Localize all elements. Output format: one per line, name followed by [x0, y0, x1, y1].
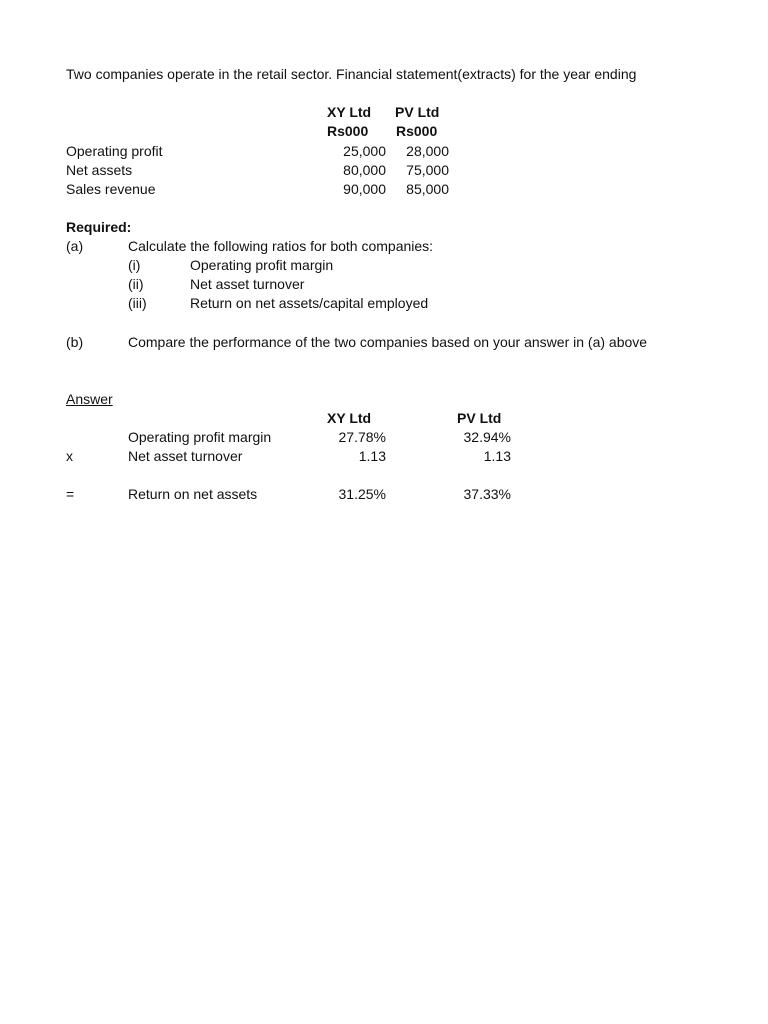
table-header-xy: XY Ltd — [327, 104, 372, 120]
intro-text: Two companies operate in the retail sector. Financial statement(extracts) for the year ending — [66, 66, 637, 82]
question-a-marker: (a) — [66, 238, 84, 254]
answer-cell-pv: 1.13 — [483, 448, 511, 464]
table-cell-xy: 80,000 — [343, 162, 386, 178]
answer-row-label: Net asset turnover — [128, 448, 243, 464]
sub-item-text: Net asset turnover — [190, 276, 305, 292]
table-cell-pv: 75,000 — [406, 162, 449, 178]
answer-cell-pv: 32.94% — [463, 429, 511, 445]
answer-title: Answer — [66, 391, 113, 407]
answer-row-label: Operating profit margin — [128, 429, 272, 445]
table-cell-xy: 90,000 — [343, 181, 386, 197]
table-row-label: Net assets — [66, 162, 133, 178]
answer-row-operator: x — [66, 448, 73, 464]
sub-item-marker: (i) — [128, 257, 141, 273]
table-unit-pv: Rs000 — [396, 123, 438, 139]
table-unit-xy: Rs000 — [327, 123, 369, 139]
sub-item-marker: (iii) — [128, 295, 147, 311]
answer-row-label: Return on net assets — [128, 486, 258, 502]
required-title: Required: — [66, 219, 132, 235]
table-header-pv: PV Ltd — [395, 104, 440, 120]
question-b-marker: (b) — [66, 334, 84, 350]
answer-row-operator: = — [66, 486, 75, 502]
question-a-text: Calculate the following ratios for both companies: — [128, 238, 434, 254]
sub-item-text: Operating profit margin — [190, 257, 334, 273]
answer-cell-xy: 31.25% — [338, 486, 386, 502]
table-row-label: Operating profit — [66, 143, 163, 159]
table-cell-pv: 28,000 — [406, 143, 449, 159]
answer-cell-xy: 27.78% — [338, 429, 386, 445]
table-cell-xy: 25,000 — [343, 143, 386, 159]
answer-cell-pv: 37.33% — [463, 486, 511, 502]
table-cell-pv: 85,000 — [406, 181, 449, 197]
answer-cell-xy: 1.13 — [358, 448, 386, 464]
answer-header-xy: XY Ltd — [327, 410, 372, 426]
answer-header-pv: PV Ltd — [457, 410, 502, 426]
sub-item-text: Return on net assets/capital employed — [190, 295, 429, 311]
sub-item-marker: (ii) — [128, 276, 144, 292]
question-b-text: Compare the performance of the two companies based on your answer in (a) above — [128, 334, 648, 350]
table-row-label: Sales revenue — [66, 181, 156, 197]
